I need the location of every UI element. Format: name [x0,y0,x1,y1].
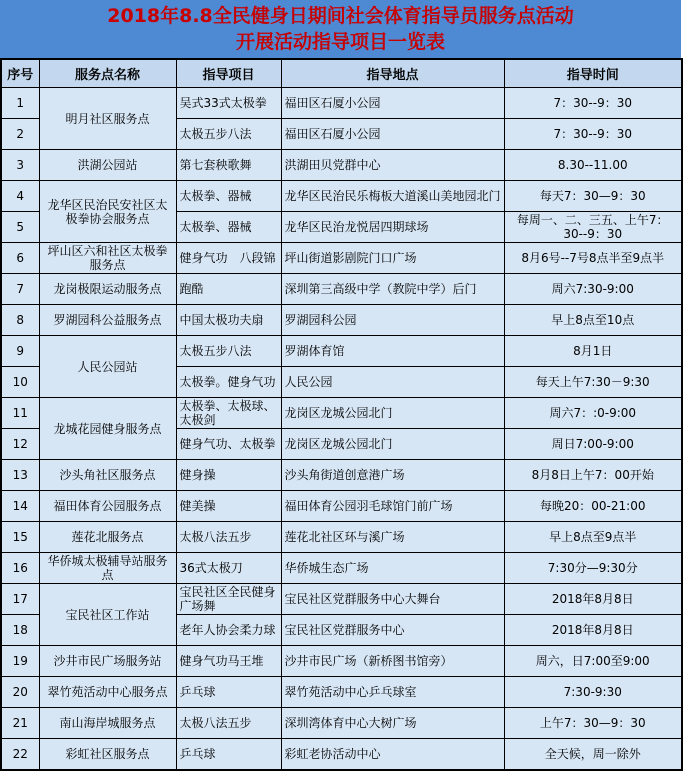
service-point-name-cell: 明月社区服务点 [39,88,176,150]
row-number-cell: 9 [1,336,39,367]
table-row [1,88,682,119]
row-number-cell: 10 [1,367,39,398]
row-number-cell: 22 [1,739,39,771]
guidance-time-cell: 8月6号--7号8点半至9点半 [504,243,682,274]
table-row [1,646,682,677]
guidance-project-cell: 健身气功马王堆 [176,646,281,677]
guidance-time-cell: 周六7：:0-9:00 [504,398,682,429]
guidance-time-cell: 7:30-9:30 [504,677,682,708]
service-point-name-cell: 沙井市民广场服务站 [39,646,176,677]
table-row [1,460,682,491]
service-point-name-cell: 莲花北服务点 [39,522,176,553]
guidance-project-cell: 宝民社区全民健身广场舞 [176,584,281,615]
table-row [1,243,682,274]
service-point-name-cell: 彩虹社区服务点 [39,739,176,771]
row-number-cell: 7 [1,274,39,305]
column-header-no: 序号 [1,59,39,88]
guidance-location-cell: 洪湖田贝党群中心 [281,150,504,181]
guidance-project-cell: 健身操 [176,460,281,491]
guidance-location-cell: 沙井市民广场（新桥图书馆旁） [281,646,504,677]
guidance-time-cell: 7:30分—9:30分 [504,553,682,584]
guidance-project-cell: 太极拳、器械 [176,212,281,243]
guidance-location-cell: 人民公园 [281,367,504,398]
service-point-name-cell: 罗湖园科公益服务点 [39,305,176,336]
row-number-cell: 17 [1,584,39,615]
table-row [1,584,682,615]
guidance-project-cell: 乒乓球 [176,677,281,708]
guidance-time-cell: 7：30--9：30 [504,119,682,150]
row-number-cell: 12 [1,429,39,460]
row-number-cell: 5 [1,212,39,243]
guidance-project-cell: 健美操 [176,491,281,522]
service-point-name-cell: 坪山区六和社区太极拳服务点 [39,243,176,274]
table-row [1,274,682,305]
table-header-row [1,59,682,88]
guidance-time-cell: 早上8点至9点半 [504,522,682,553]
guidance-location-cell: 福田体育公园羽毛球馆门前广场 [281,491,504,522]
table-row [1,150,682,181]
guidance-location-cell: 福田区石厦小公园 [281,119,504,150]
guidance-time-cell: 早上8点至10点 [504,305,682,336]
table-row [1,739,682,771]
guidance-time-cell: 周六7:30-9:00 [504,274,682,305]
guidance-time-cell: 每天7：30—9：30 [504,181,682,212]
table-body [1,88,682,771]
guidance-time-cell: 上午7：30—9：30 [504,708,682,739]
service-point-name-cell: 福田体育公园服务点 [39,491,176,522]
row-number-cell: 13 [1,460,39,491]
guidance-project-cell: 太极拳、太极球、太极剑 [176,398,281,429]
service-point-name-cell: 龙城花园健身服务点 [39,398,176,460]
guidance-time-cell: 8月8日上午7：00开始 [504,460,682,491]
row-number-cell: 14 [1,491,39,522]
guidance-time-cell: 每晚20：00-21:00 [504,491,682,522]
table-row [1,708,682,739]
guidance-location-cell: 龙岗区龙城公园北门 [281,429,504,460]
guidance-time-cell: 全天候，周一除外 [504,739,682,771]
guidance-location-cell: 沙头角街道创意港广场 [281,460,504,491]
row-number-cell: 20 [1,677,39,708]
guidance-time-cell: 2018年8月8日 [504,615,682,646]
guidance-location-cell: 罗湖园科公园 [281,305,504,336]
service-point-name-cell: 沙头角社区服务点 [39,460,176,491]
row-number-cell: 8 [1,305,39,336]
guidance-location-cell: 龙华区民治民乐梅板大道溪山美地园北门 [281,181,504,212]
guidance-time-cell: 8.30--11.00 [504,150,682,181]
guidance-project-cell: 太极拳、器械 [176,181,281,212]
row-number-cell: 19 [1,646,39,677]
service-point-name-cell: 华侨城太极辅导站服务点 [39,553,176,584]
table-row [1,336,682,367]
guidance-location-cell: 坪山街道影剧院门口广场 [281,243,504,274]
guidance-time-cell: 每天上午7:30－9:30 [504,367,682,398]
guidance-project-cell: 跑酷 [176,274,281,305]
guidance-project-cell: 健身气功 八段锦 [176,243,281,274]
guidance-project-cell: 老年人协会柔力球 [176,615,281,646]
row-number-cell: 11 [1,398,39,429]
service-point-name-cell: 龙华区民治民安社区太极拳协会服务点 [39,181,176,243]
row-number-cell: 16 [1,553,39,584]
table-row [1,305,682,336]
guidance-time-cell: 7：30--9：30 [504,88,682,119]
guidance-project-cell: 吴式33式太极拳 [176,88,281,119]
table-row [1,522,682,553]
guidance-time-cell: 2018年8月8日 [504,584,682,615]
guidance-location-cell: 宝民社区党群服务中心大舞台 [281,584,504,615]
guidance-time-cell: 每周一、二、三五、上午7：30--9：30 [504,212,682,243]
guidance-location-cell: 华侨城生态广场 [281,553,504,584]
service-point-name-cell: 洪湖公园站 [39,150,176,181]
guidance-project-cell: 太极八法五步 [176,708,281,739]
row-number-cell: 2 [1,119,39,150]
column-header-name: 服务点名称 [39,59,176,88]
guidance-time-cell: 周日7:00-9:00 [504,429,682,460]
guidance-project-cell: 中国太极功夫扇 [176,305,281,336]
column-header-location: 指导地点 [281,59,504,88]
service-point-name-cell: 宝民社区工作站 [39,584,176,646]
row-number-cell: 18 [1,615,39,646]
service-point-name-cell: 龙岗极限运动服务点 [39,274,176,305]
guidance-location-cell: 翠竹苑活动中心乒乓球室 [281,677,504,708]
guidance-location-cell: 福田区石厦小公园 [281,88,504,119]
table-row [1,677,682,708]
guidance-location-cell: 龙岗区龙城公园北门 [281,398,504,429]
guidance-project-cell: 乒乓球 [176,739,281,771]
row-number-cell: 15 [1,522,39,553]
column-header-time: 指导时间 [504,59,682,88]
table-row [1,398,682,429]
guidance-project-cell: 健身气功、太极拳 [176,429,281,460]
activity-schedule-table [0,58,683,771]
guidance-time-cell: 8月1日 [504,336,682,367]
guidance-project-cell: 太极五步八法 [176,119,281,150]
row-number-cell: 4 [1,181,39,212]
document-title-line1: 2018年8.8全民健身日期间社会体育指导员服务点活动 [107,5,574,27]
row-number-cell: 1 [1,88,39,119]
row-number-cell: 21 [1,708,39,739]
document-title-line2: 开展活动指导项目一览表 [235,31,445,53]
guidance-project-cell: 太极八法五步 [176,522,281,553]
guidance-time-cell: 周六，日7:00至9:00 [504,646,682,677]
row-number-cell: 3 [1,150,39,181]
guidance-location-cell: 深圳第三高级中学（教院中学）后门 [281,274,504,305]
guidance-location-cell: 罗湖体育馆 [281,336,504,367]
column-header-project: 指导项目 [176,59,281,88]
guidance-location-cell: 深圳湾体育中心大树广场 [281,708,504,739]
service-point-name-cell: 翠竹苑活动中心服务点 [39,677,176,708]
table-row [1,181,682,212]
guidance-project-cell: 太极拳。健身气功 [176,367,281,398]
service-point-name-cell: 南山海岸城服务点 [39,708,176,739]
guidance-project-cell: 第七套秧歌舞 [176,150,281,181]
guidance-location-cell: 宝民社区党群服务中心 [281,615,504,646]
table-row [1,491,682,522]
table-row [1,553,682,584]
guidance-location-cell: 莲花北社区环与溪广场 [281,522,504,553]
row-number-cell: 6 [1,243,39,274]
title-banner [0,0,681,58]
guidance-project-cell: 太极五步八法 [176,336,281,367]
guidance-location-cell: 彩虹老协活动中心 [281,739,504,771]
guidance-location-cell: 龙华区民治龙悦居四期球场 [281,212,504,243]
guidance-project-cell: 36式太极刀 [176,553,281,584]
service-point-name-cell: 人民公园站 [39,336,176,398]
